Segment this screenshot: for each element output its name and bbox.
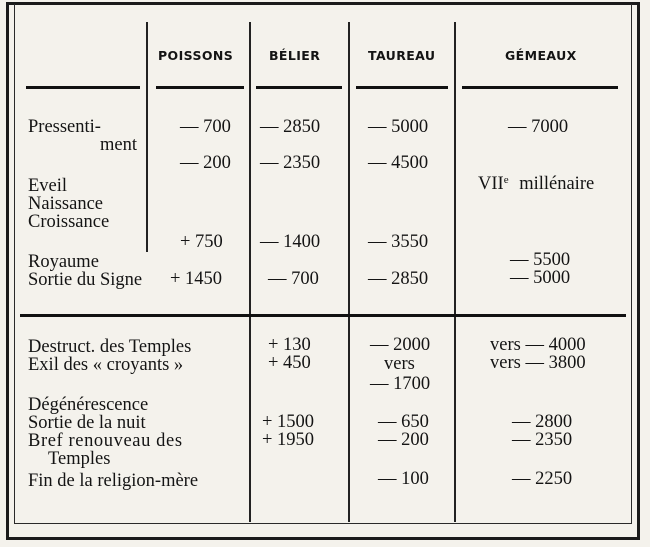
gemeaux-value: — 2350 [512,430,573,450]
label-sortie-du-signe: Sortie du Signe [28,270,143,290]
label-fin-religion: Fin de la religion-mère [28,471,199,491]
belier-value: — 2850 [260,117,321,137]
taureau-vers: vers [384,354,415,374]
label-royaume: Royaume [28,252,99,272]
poissons-value: + 750 [180,232,223,252]
header-belier: BÉLIER [269,48,321,63]
belier-value: + 1500 [262,412,315,432]
belier-value: + 450 [268,353,311,373]
label-exil-croyants: Exil des « croyants » [28,355,184,375]
label-croissance: Croissance [28,212,110,232]
section-separator [20,314,626,317]
header-poissons: POISSONS [158,48,234,63]
header-gemeaux: GÉMEAUX [505,48,577,63]
millenaire-word: millénaire [519,174,595,194]
gemeaux-value: — 5500 [510,250,571,270]
gemeaux-value: — 5000 [510,268,571,288]
millenaire-superscript: e [503,174,509,186]
label-naissance: Naissance [28,194,103,214]
label-degenerescence: Dégénérescence [28,395,149,415]
label-pressentiment-1: Pressenti- [28,117,101,137]
column-rule-4 [454,22,456,522]
belier-value: — 1400 [260,232,321,252]
label-temples: Temples [48,449,111,469]
header-rule-taureau [356,86,448,89]
gemeaux-value: vers — 4000 [490,335,586,355]
column-rule-1 [146,22,148,252]
label-sortie-nuit: Sortie de la nuit [28,413,146,433]
label-eveil: Eveil [28,176,68,196]
header-rule-poissons [156,86,244,89]
taureau-value: — 100 [378,469,429,489]
millenaire-numeral: VII [478,174,504,194]
taureau-value: — 3550 [368,232,429,252]
gemeaux-millenaire [478,175,594,194]
belier-value: + 1950 [262,430,315,450]
belier-value: — 700 [268,269,319,289]
label-bref-renouveau: Bref renouveau des [28,431,183,451]
belier-value: + 130 [268,335,311,355]
poissons-value: — 200 [180,153,231,173]
gemeaux-value: — 2250 [512,469,573,489]
taureau-value: — 650 [378,412,429,432]
header-rule-label [26,86,140,89]
gemeaux-value: — 7000 [508,117,569,137]
header-rule-gemeaux [462,86,618,89]
taureau-value: — 1700 [370,374,431,394]
gemeaux-value: — 2800 [512,412,573,432]
header-taureau: TAUREAU [368,48,436,63]
belier-value: — 2350 [260,153,321,173]
taureau-value: — 200 [378,430,429,450]
taureau-value: — 2850 [368,269,429,289]
label-pressentiment-2: ment [100,135,137,155]
header-rule-belier [256,86,342,89]
column-rule-3 [348,22,350,522]
column-rule-2 [249,22,251,522]
taureau-value: — 4500 [368,153,429,173]
poissons-value: — 700 [180,117,231,137]
poissons-value: + 1450 [170,269,223,289]
label-destruction-temples: Destruct. des Temples [28,337,192,357]
taureau-value: — 2000 [370,335,431,355]
gemeaux-value: vers — 3800 [490,353,586,373]
taureau-value: — 5000 [368,117,429,137]
